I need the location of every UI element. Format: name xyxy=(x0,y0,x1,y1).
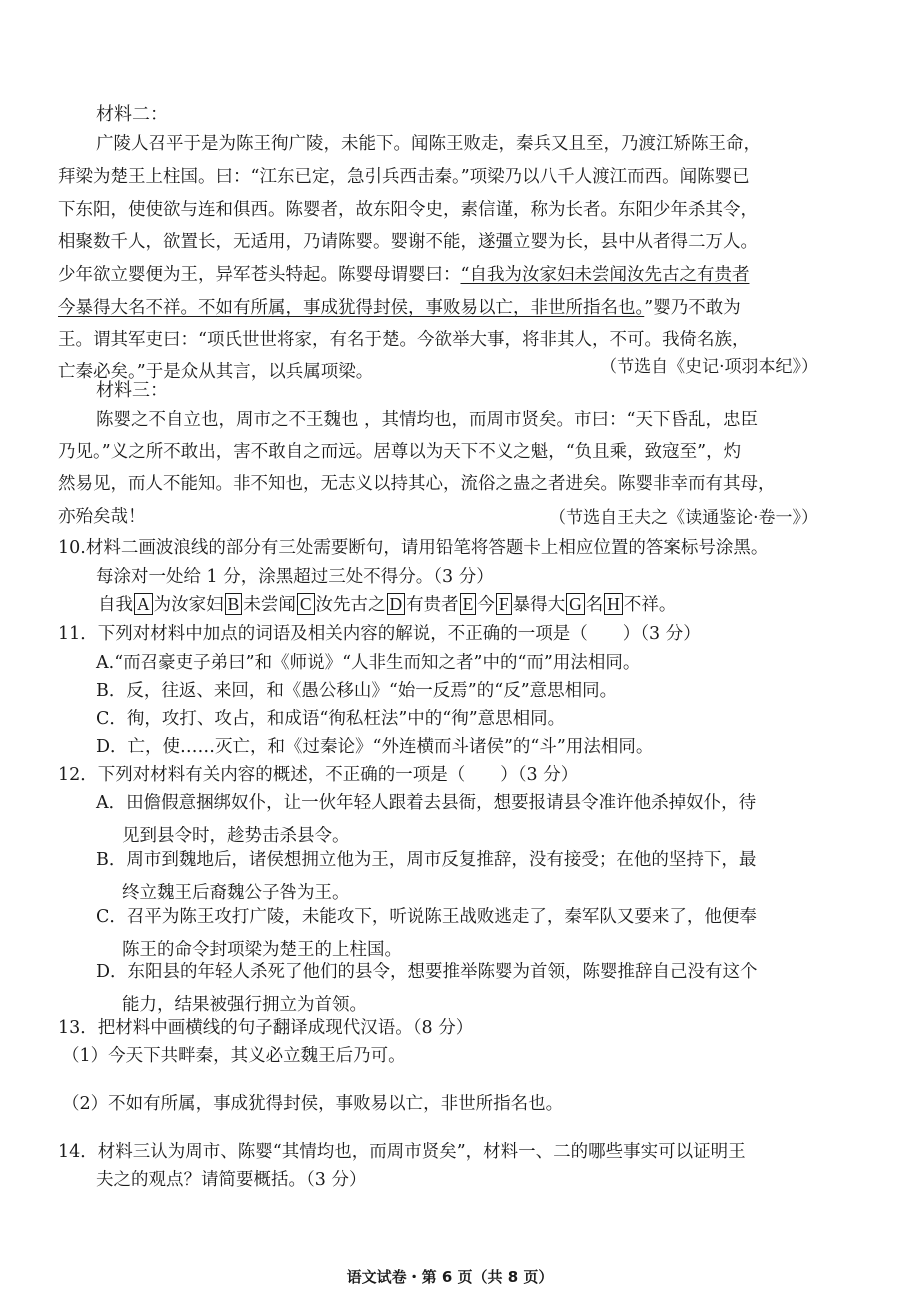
q10-seg-4: 有贵者 xyxy=(406,595,459,615)
material2-title: 材料二： xyxy=(96,104,168,125)
material3-line-4-text: 亦殆矣哉！ xyxy=(58,507,146,527)
material2-line-7: 王。谓其军吏曰：“项氏世世将家，有名于楚。今欲举大事，将非其人，不可。我倚名族， xyxy=(58,330,750,350)
q10-seg-5: 今 xyxy=(477,595,495,615)
q10-seg-0: 自我 xyxy=(98,595,133,615)
q14-line-2: 夫之的观点？请简要概括。（3 分） xyxy=(96,1170,367,1190)
q10-option-c[interactable]: C xyxy=(297,593,315,615)
q11-option-a[interactable]: A.“而召豪吏子弟曰”和《师说》“人非生而知之者”中的“而”用法相同。 xyxy=(96,653,641,673)
page-footer: 语文试卷・第 6 页（共 8 页） xyxy=(346,1268,554,1286)
material2-line-2: 拜梁为楚王上柱国。曰：“江东已定，急引兵西击秦。”项梁乃以八千人渡江而西。闻陈婴已 xyxy=(58,167,750,187)
q10-stem-2: 每涂对一处给 1 分，涂黑超过三处不得分。（3 分） xyxy=(96,567,494,587)
q10-option-b[interactable]: B xyxy=(225,593,243,615)
q12-option-b[interactable] xyxy=(96,846,756,904)
q10-seg-3: 汝先古之 xyxy=(315,595,386,615)
material2-line-6-plain: ”婴乃不敢为 xyxy=(644,298,741,318)
q11-option-d[interactable]: D．亡，使……灭亡，和《过秦论》“外连横而斗诸侯”的“斗”用法相同。 xyxy=(96,737,654,757)
q10-option-e[interactable]: E xyxy=(460,593,477,615)
material2-line-3: 下东阳，使使欲与连和俱西。陈婴者，故东阳令史，素信谨，称为长者。东阳少年杀其令， xyxy=(58,200,758,220)
material2-line-5 xyxy=(58,261,749,286)
q11-option-c[interactable]: C．徇，攻打、攻占，和成语“徇私枉法”中的“徇”意思相同。 xyxy=(96,709,566,729)
material3-line-1: 陈婴之不自立也，周市之不王魏也 ，其情均也，而周市贤矣。市曰：“天下昏乱，忠臣 xyxy=(96,410,759,430)
q10-seg-2: 未尝闻 xyxy=(243,595,296,615)
underlined-sentence: 今暴得大名不祥。不如有所属，事成犹得封侯，事败易以亡，非世所指名也。 xyxy=(58,298,645,318)
q13-stem: 13．把材料中画横线的句子翻译成现代汉语。（8 分） xyxy=(58,1018,474,1038)
material2-line-4: 相聚数千人，欲置长，无适用，乃请陈婴。婴谢不能，遂彊立婴为长，县中从者得二万人。 xyxy=(58,232,758,252)
material2-line-6 xyxy=(58,294,741,319)
q12-option-b-line-2: 终立魏王后裔魏公子咎为王。 xyxy=(122,883,350,903)
q10-segment-line xyxy=(98,591,676,616)
material2-line-1: 广陵人召平于是为陈王徇广陵，未能下。闻陈王败走，秦兵又且至，乃渡江矫陈王命， xyxy=(96,134,761,154)
q13-item-2: （2）不如有所属，事成犹得封侯，事败易以亡，非世所指名也。 xyxy=(62,1094,564,1114)
q12-option-d[interactable] xyxy=(96,958,758,1016)
q10-option-g[interactable]: G xyxy=(566,593,585,615)
q10-option-d[interactable]: D xyxy=(387,593,406,615)
q12-option-a-line-2: 见到县令时，趁势击杀县令。 xyxy=(122,826,350,846)
material3-title: 材料三： xyxy=(96,380,168,401)
q12-stem: 12．下列对材料有关内容的概述，不正确的一项是（ ）（3 分） xyxy=(58,765,579,785)
material2-line-5-plain: 少年欲立婴便为王，异军苍头特起。陈婴母谓婴曰： xyxy=(58,265,461,285)
q12-option-a[interactable] xyxy=(96,789,756,847)
q12-option-c[interactable] xyxy=(96,903,757,961)
material2-source: （节选自《史记·项羽本纪》） xyxy=(600,357,818,377)
q13-item-1: （1）今天下共畔秦，其义必立魏王后乃可。 xyxy=(62,1046,406,1066)
q12-option-c-line-1: C．召平为陈王攻打广陵，未能攻下，听说陈王战败逃走了，秦军队又要来了，他便奉 xyxy=(96,907,757,927)
q12-option-a-line-1: A．田儋假意捆绑奴仆，让一伙年轻人跟着去县衙，想要报请县令准许他杀掉奴仆，待 xyxy=(96,793,757,813)
q12-option-d-line-1: D．东阳县的年轻人杀死了他们的县令，想要推举陈婴为首领，陈婴推辞自己没有这个 xyxy=(96,962,758,982)
q10-option-a[interactable]: A xyxy=(134,593,153,615)
material3-line-2: 乃见。”义之所不敢出，害不敢自之而远。居尊以为天下不义之魁，“负且乘，致寇至”，灼 xyxy=(58,442,742,462)
q12-option-c-line-2: 陈王的命令封项梁为楚王的上柱国。 xyxy=(122,940,402,960)
material3-line-3: 然易见，而人不能知。非不知也，无志义以持其心，流俗之蛊之者进矣。陈婴非幸而有其母， xyxy=(58,474,776,494)
q10-seg-8: 不祥。 xyxy=(623,595,677,615)
q10-seg-6: 暴得大 xyxy=(512,595,566,615)
q10-seg-7: 名 xyxy=(585,595,604,615)
wavy-underlined-sentence-part1: “自我为汝家妇未尝闻汝先古之有贵者 xyxy=(460,265,750,285)
q10-option-f[interactable]: F xyxy=(496,593,512,615)
material3-source: （节选自王夫之《读通鉴论·卷一》） xyxy=(549,508,818,528)
q10-option-h[interactable]: H xyxy=(604,593,623,615)
q14-line-1: 14．材料三认为周市、陈婴“其情均也，而周市贤矣”，材料一、二的哪些事实可以证明王 xyxy=(58,1142,746,1162)
q12-option-b-line-1: B．周市到魏地后，诸侯想拥立他为王，周市反复推辞，没有接受；在他的坚持下，最 xyxy=(96,850,757,870)
q11-option-b[interactable]: B．反，往返、来回，和《愚公移山》“始一反焉”的“反”意思相同。 xyxy=(96,681,618,701)
material2-line-8: 亡秦必矣。”于是众从其言，以兵属项梁。 xyxy=(58,362,374,382)
q11-stem: 11．下列对材料中加点的词语及相关内容的解说，不正确的一项是（ ）（3 分） xyxy=(58,624,701,644)
q10-seg-1: 为汝家妇 xyxy=(153,595,224,615)
q12-option-d-line-2: 能力，结果被强行拥立为首领。 xyxy=(122,995,367,1015)
q10-stem-1: 10.材料二画波浪线的部分有三处需要断句，请用铅笔将答题卡上相应位置的答案标号涂黑。 xyxy=(58,538,769,558)
